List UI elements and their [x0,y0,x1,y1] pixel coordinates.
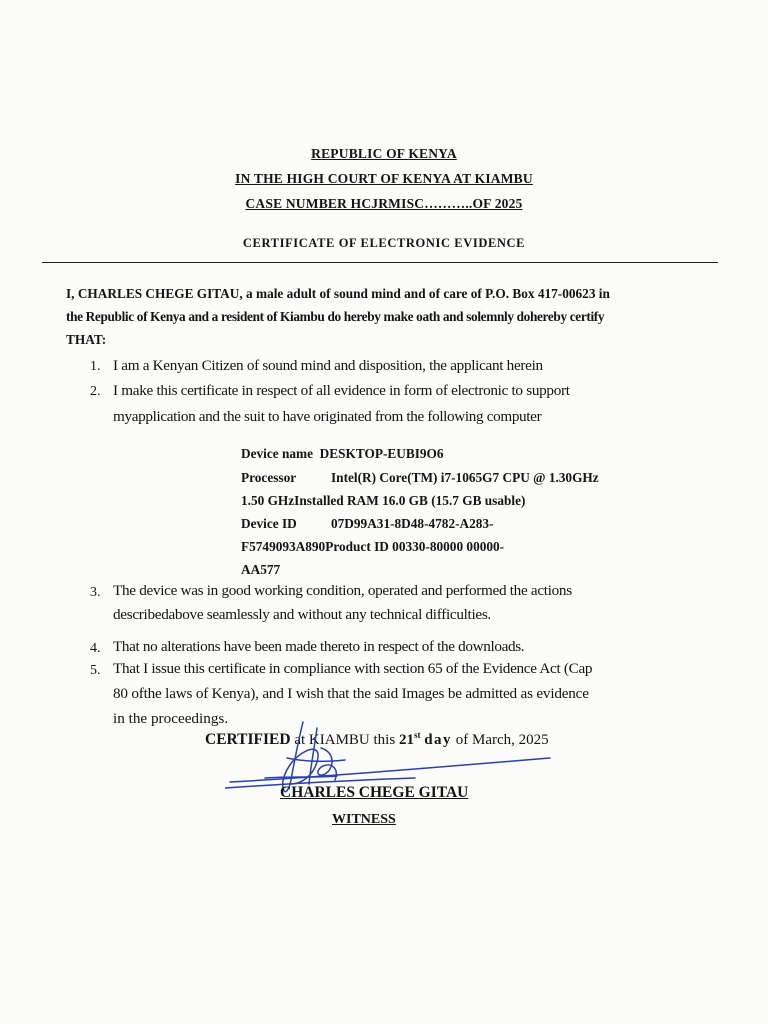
signatory-name: CHARLES CHEGE GITAU [280,784,469,801]
intro-line: I, CHARLES CHEGE GITAU, a male adult of sound mind and of care of P.O. Box 417-00623 in [66,286,610,301]
device-id-label: Device ID [241,516,297,531]
header-case-number: CASE NUMBER HCJRMISC………..OF 2025 [245,196,523,211]
device-id-row [241,516,494,532]
item-3-text: The device was in good working condition, operated and performed the actions [113,582,572,599]
header-republic: REPUBLIC OF KENYA [311,146,457,161]
processor-label: Processor [241,470,297,485]
item-3-text-cont: describedabove seamlessly and without any technical difficulties. [113,606,491,623]
processor-row [241,470,599,486]
item-number: 5. [90,663,101,678]
device-product-id-end: AA577 [241,562,281,577]
certified-date: of March, 2025 [452,732,549,748]
certified-place: at KIAMBU this [290,732,399,748]
item-5-text: That I issue this certificate in compliance with section 65 of the Evidence Act (Cap [113,660,593,677]
certified-day: 21 [398,732,414,748]
device-name-row [241,446,444,462]
item-5-text-end: in the proceedings. [113,710,229,727]
intro-line: THAT: [66,332,107,347]
item-number: 1. [90,359,101,374]
certified-label: CERTIFIED [205,731,291,748]
item-2-text-cont: myapplication and the suit to have originated from the following computer [113,408,542,425]
handwritten-signature [225,718,555,818]
device-name-value: DESKTOP-EUBI9O6 [319,446,444,461]
certificate-title: CERTIFICATE OF ELECTRONIC EVIDENCE [242,236,526,250]
item-2-text: I make this certificate in respect of all evidence in form of electronic to support [113,382,570,399]
signatory-role: WITNESS [332,812,396,827]
item-number: 2. [90,384,101,399]
header-divider [42,262,718,263]
item-4-text: That no alterations have been made thereto in respect of the downloads. [113,638,525,655]
device-name-label: Device name [241,446,313,461]
item-1-text: I am a Kenyan Citizen of sound mind and disposition, the applicant herein [113,357,543,374]
processor-value: Intel(R) Core(TM) i7-1065G7 CPU @ 1.30GHz [331,470,599,485]
item-5-text-cont: 80 ofthe laws of Kenya), and I wish that the said Images be admitted as evidence [113,685,589,702]
item-number: 3. [90,585,101,600]
item-number: 4. [90,641,101,656]
certified-day-word: day [424,732,453,748]
device-id-value: 07D99A31-8D48-4782-A283- [331,516,494,531]
device-product-id-line: F5749093A890Product ID 00330-80000 00000- [241,539,505,554]
device-ram-line: 1.50 GHzInstalled RAM 16.0 GB (15.7 GB usable) [241,493,526,508]
intro-line: the Republic of Kenya and a resident of Kiambu do hereby make oath and solemnly dohereby certify [66,309,605,324]
header-court: IN THE HIGH COURT OF KENYA AT KIAMBU [235,171,533,186]
certified-day-suffix: st [413,730,421,740]
intro-paragraph [66,282,686,351]
